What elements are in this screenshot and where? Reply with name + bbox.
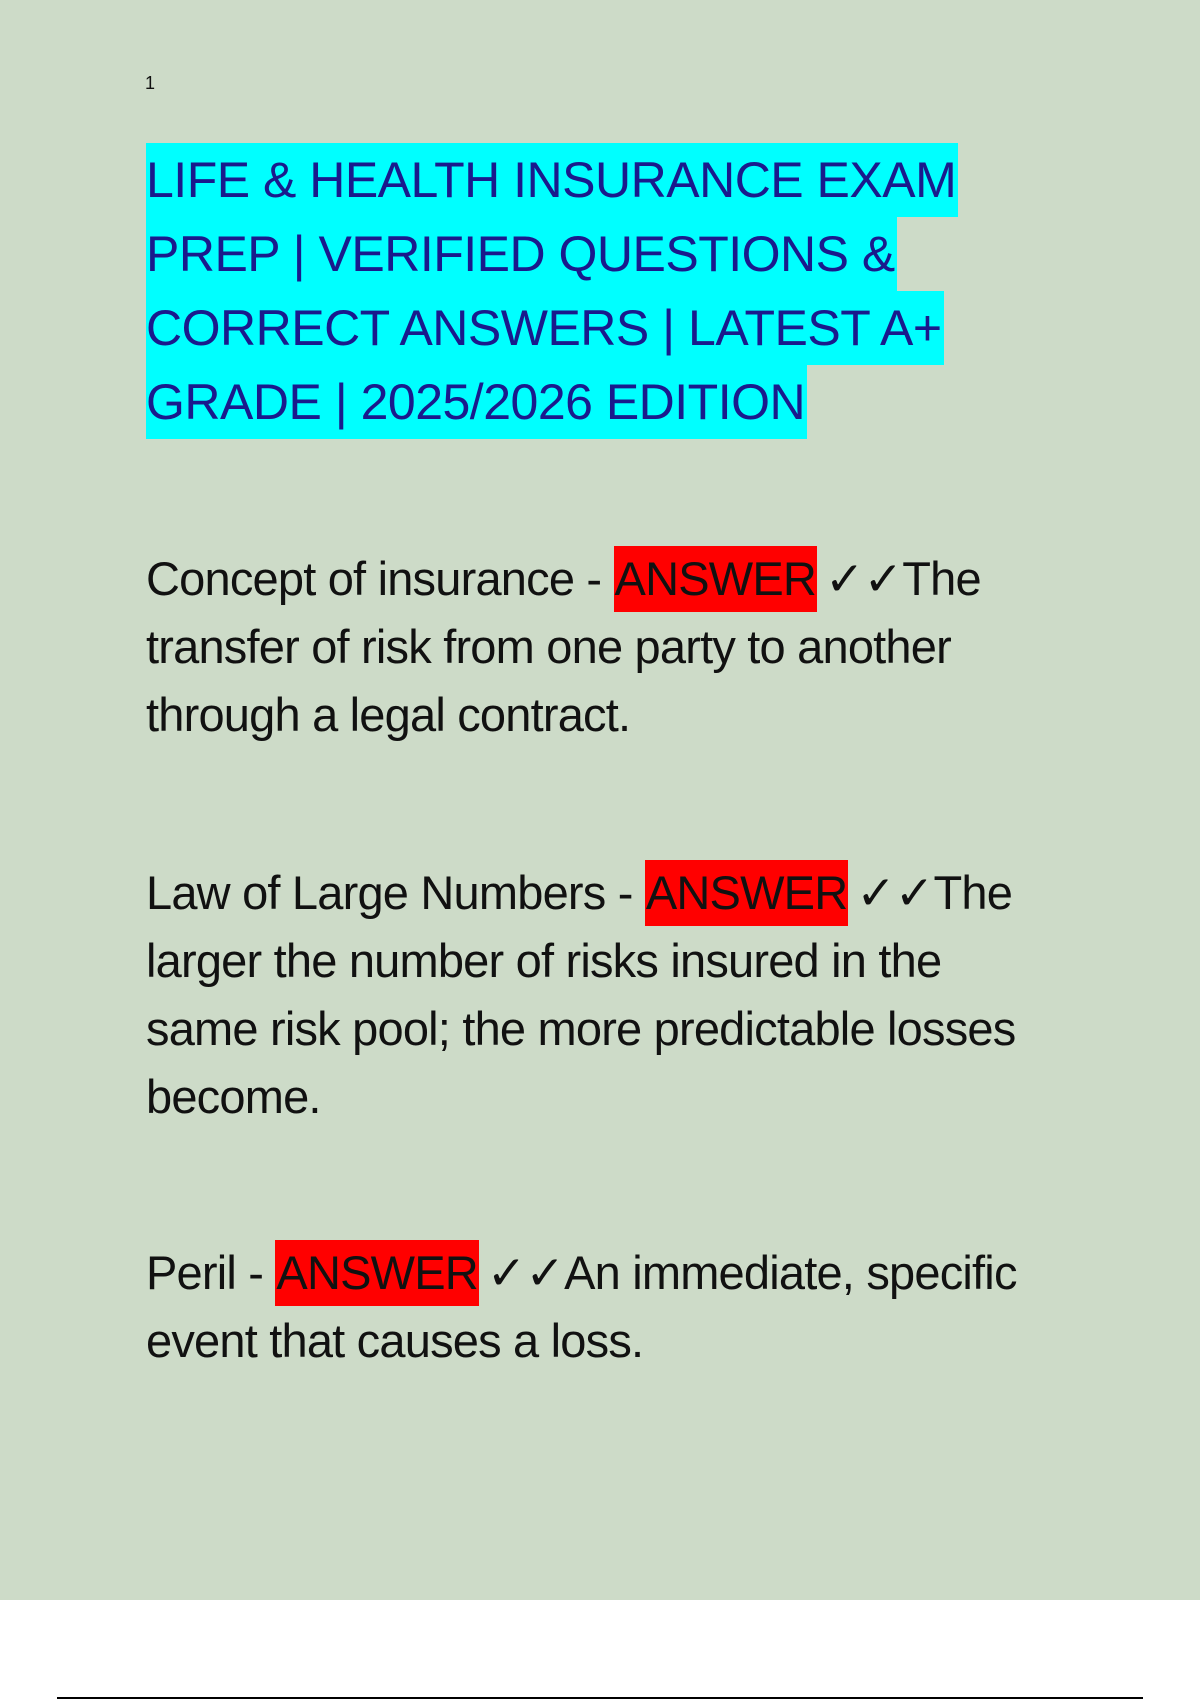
question-term: Peril - <box>146 1246 276 1299</box>
answer-label: ANSWER <box>614 546 818 612</box>
title-line: PREP | VERIFIED QUESTIONS & <box>146 217 897 291</box>
answer-line: transfer of risk from one party to another <box>146 620 951 673</box>
question-block <box>146 545 1076 749</box>
question-term: Concept of insurance - <box>146 552 614 605</box>
answer-label: ANSWER <box>645 860 849 926</box>
title-line: LIFE & HEALTH INSURANCE EXAM <box>146 143 958 217</box>
question-first-line <box>146 859 1076 927</box>
document-title <box>146 143 1006 439</box>
double-check-icon: ✓✓ <box>856 866 934 919</box>
question-block <box>146 1239 1076 1375</box>
answer-line: through a legal contract. <box>146 688 631 741</box>
answer-text: An immediate, specific <box>564 1246 1017 1299</box>
title-line: CORRECT ANSWERS | LATEST A+ <box>146 291 944 365</box>
answer-line: event that causes a loss. <box>146 1314 644 1367</box>
question-first-line <box>146 1239 1076 1307</box>
answer-line: same risk pool; the more predictable losses <box>146 1002 1016 1055</box>
answer-text: The <box>933 866 1013 919</box>
footer-divider <box>57 1697 1143 1699</box>
answer-text: The <box>902 552 981 605</box>
page-number: 1 <box>145 73 156 93</box>
answer-line: larger the number of risks insured in the <box>146 934 942 987</box>
double-check-icon: ✓✓ <box>486 1246 565 1299</box>
title-line: GRADE | 2025/2026 EDITION <box>146 365 807 439</box>
double-check-icon: ✓✓ <box>825 552 903 605</box>
question-term: Law of Large Numbers - <box>146 866 645 919</box>
question-block <box>146 859 1076 1131</box>
answer-line: become. <box>146 1070 321 1123</box>
answer-label: ANSWER <box>275 1240 479 1306</box>
question-first-line <box>146 545 1076 613</box>
